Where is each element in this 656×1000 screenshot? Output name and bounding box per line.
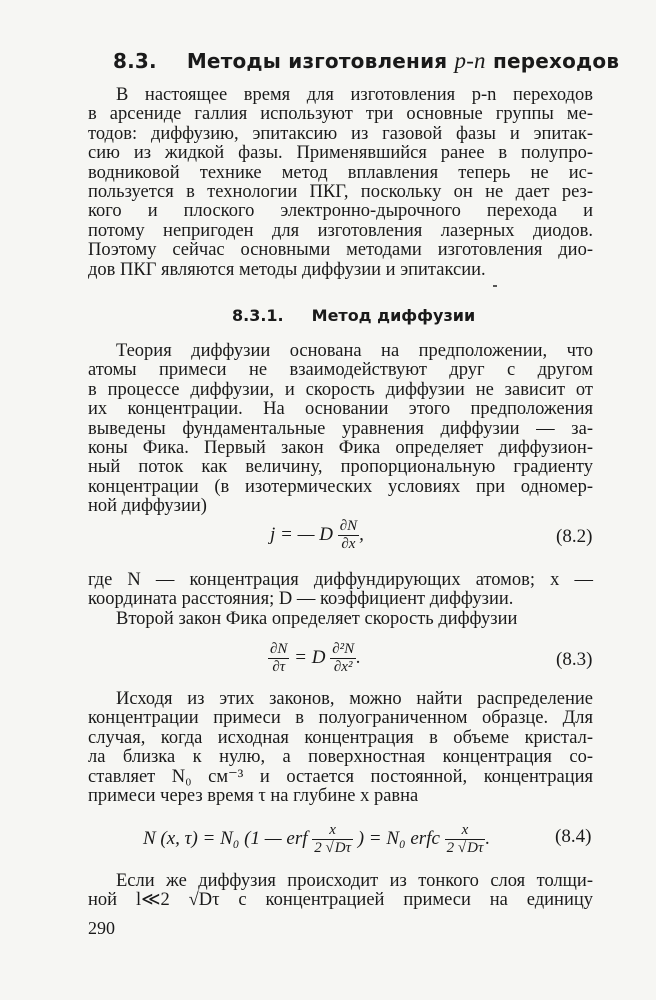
eq84-den-coefficient: 2 [446,840,455,856]
last-paragraph [88,872,593,911]
eq84-numerator-left: x [312,822,353,840]
eq83-denominator-right: ∂x² [333,659,353,675]
text-line: в арсениде галлия используют три основные группы ме- [88,104,593,125]
subsection-number: 8.3.1. [232,306,284,325]
second-law-paragraph [88,610,593,629]
text-line: их концентрации. На основании этого предположения [88,399,593,420]
text-line: В настоящее время для изготовления p-n переходов [116,85,593,105]
text-line: в процессе диффузии, и скорость диффузии не зависит от [88,379,593,400]
eq83-numerator-right: ∂²N [332,641,355,657]
text-line: Поэтому сейчас основными методами изготовления дио- [88,240,593,261]
text-line: примеси через время τ на глубине x равна [88,786,419,807]
text-line: потому непригоден для изготовления лазерных диодов. [88,220,593,241]
text-line: дов ПКГ являются методы диффузии и эпитаксии. [88,259,486,280]
text-line: выведены фундаментальные уравнения диффузии — за- [88,418,593,439]
eq84-fraction-left [312,822,353,857]
page-number: 290 [88,918,115,938]
eq82-fraction [338,518,359,553]
text-line: случая, когда исходная концентрация в объеме кристал- [88,727,593,748]
equation-8-3 [268,641,361,676]
text-line: водниковой технике метод вплавления теперь не ис- [88,162,593,183]
eq83-fraction-right [330,641,356,676]
eq84-denominator-right: 2 √Dτ [446,840,484,856]
eq84-mid: ) = N₀ erfc [357,827,440,849]
where-paragraph [88,571,593,610]
text-line: коны Фика. Первый закон Фика определяет диффузион- [88,438,593,459]
text-line: ной диффузии) [88,496,207,517]
eq83-mid: = D [294,646,326,668]
equation-8-4 [143,822,490,857]
eq84-numerator-right: x [445,822,486,840]
text-line: где N — концентрация диффундирующих атомов; x — [88,570,593,590]
section-heading [113,48,619,74]
eq83-denominator-left: ∂τ [272,659,286,675]
eq82-denominator: ∂x [341,536,356,552]
eq83-tail: . [356,646,361,668]
eq82-numerator: ∂N [339,518,358,534]
text-line: Второй закон Фика определяет скорость диффузии [116,609,518,629]
eq84-denominator-left: 2 √Dτ [314,840,351,856]
eq84-fraction-right [445,822,486,857]
laws-paragraph [88,690,593,806]
text-line: ставляет N₀ см⁻³ и остается постоянной, концентрация [88,766,593,787]
intro-paragraph [88,86,593,280]
eq84-den-radicand: Dτ [334,840,351,856]
subsection-heading [232,306,475,325]
theory-paragraph [88,342,593,517]
text-line: Теория диффузии основана на предположении, что [116,341,593,361]
equation-8-4-label: (8.4) [555,826,592,847]
text-line: тодов: диффузию, эпитаксию из газовой фазы и эпитак- [88,123,593,144]
section-number: 8.3. [113,49,157,73]
section-title-suffix: переходов [492,49,620,73]
eq84-lhs: N (x, τ) = N₀ (1 — erf [143,827,308,849]
eq82-lhs: j = — D [270,523,333,545]
eq84-den-radicand: Dτ [467,840,484,856]
eq83-fraction-left [268,641,289,676]
text-line: атомы примеси не взаимодействуют друг с другом [88,360,593,381]
text-line: сию из жидкой фазы. Применявшийся ранее в полупро- [88,143,593,164]
section-title-prefix: Методы изготовления [186,49,448,73]
equation-8-3-label: (8.3) [556,649,593,670]
text-line: Если же диффузия происходит из тонкого слоя толщи- [116,871,593,891]
text-line: ный поток как величину, пропорциональную градиенту [88,457,593,478]
eq84-tail: . [485,827,491,849]
text-line: Исходя из этих законов, можно найти распределение [116,689,593,709]
print-speck [493,285,497,287]
eq84-den-coefficient: 2 [314,840,322,856]
eq82-tail: , [359,523,364,545]
equation-8-2 [270,518,364,553]
text-line: кого и плоского электронно-дырочного перехода и [88,201,593,222]
text-line: концентрации (в изотермических условиях при одномер- [88,476,593,497]
text-line: ла близка к нулю, а поверхностная концентрация со- [88,747,593,768]
equation-8-2-label: (8.2) [556,526,593,547]
text-line: координата расстояния; D — коэффициент диффузии. [88,589,514,610]
section-title-pn: p-n [454,48,486,73]
eq83-numerator-left: ∂N [270,641,288,657]
subsection-title: Метод диффузии [311,306,476,325]
text-line: пользуется в технологии ПКГ, поскольку он не дает рез- [88,182,593,203]
text-line: ной l≪2 √Dτ с концентрацией примеси на единицу [88,890,593,911]
text-line: концентрации примеси в полуограниченном образце. Для [88,708,593,729]
